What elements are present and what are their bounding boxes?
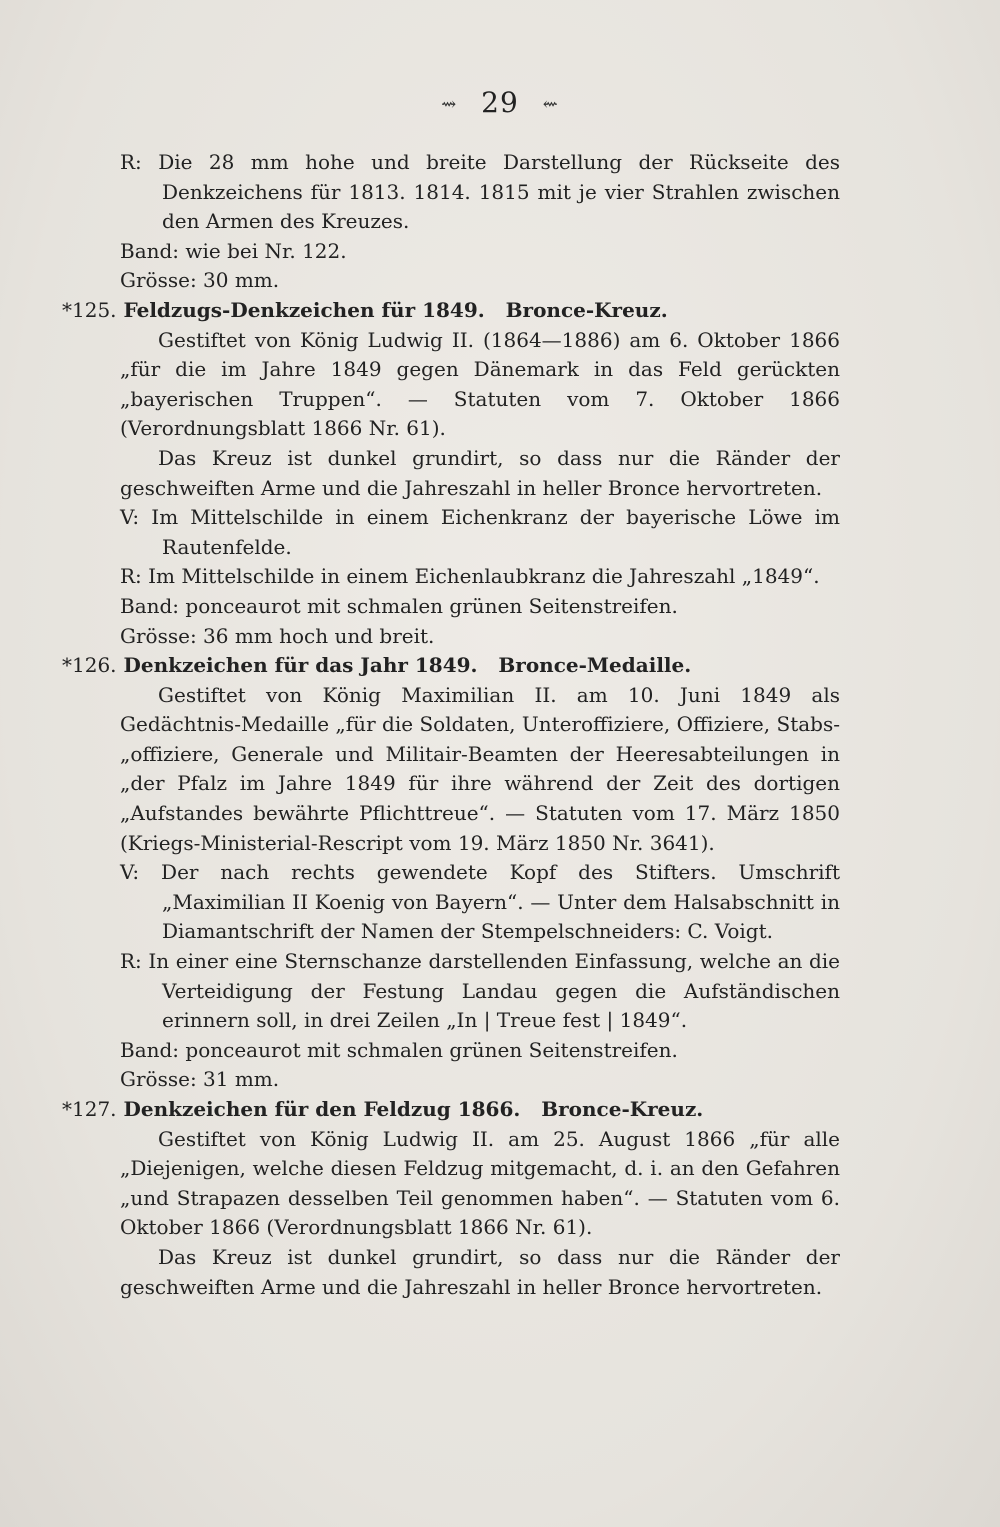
ribbon-line: Band: ponceaurot mit schmalen grünen Seitenstreifen.	[120, 593, 678, 618]
size-line: Grösse: 31 mm.	[120, 1067, 280, 1092]
entry-heading-127	[62, 1095, 840, 1125]
paragraph: Gestiftet von König Ludwig II. (1864—1886) am 6. Oktober 1866 „für die im Jahre 1849 gegen Dänemark in das Feld gerückten „bayerischen Truppen“. — Statuten vom 7. Oktober 1866 (Verordnungsblatt 1866 Nr. 61).	[120, 327, 840, 441]
page-header	[0, 86, 1000, 119]
paragraph: Das Kreuz ist dunkel grundirt, so dass nur die Ränder der geschweiften Arme und die Jahreszahl in heller Bronce hervortreten.	[120, 1244, 840, 1299]
size-line: Grösse: 36 mm hoch und breit.	[120, 623, 435, 648]
reverse-description: R: Im Mittelschilde in einem Eichenlaubkranz die Jahreszahl „1849“.	[120, 564, 820, 589]
reverse-description: R: In einer eine Sternschanze darstellenden Einfassung, welche an die Verteidigung der Festung Landau gegen die Aufständischen erinnern soll, in drei Zeilen „In | Treue fest | 1849“.	[120, 949, 840, 1033]
entry-heading-126	[62, 651, 840, 681]
ribbon-line: Band: ponceaurot mit schmalen grünen Seitenstreifen.	[120, 1037, 678, 1062]
entry-number: *125.	[62, 297, 117, 322]
ribbon-line: Band: wie bei Nr. 122.	[120, 238, 347, 263]
entry-title: Feldzugs-Denkzeichen für 1849.	[123, 297, 485, 322]
entry-number: *126.	[62, 653, 117, 678]
entry-heading-125	[62, 296, 840, 326]
page-body	[62, 148, 840, 1302]
page-number: 29	[481, 86, 519, 119]
reverse-description: R: Die 28 mm hohe und breite Darstellung der Rückseite des Denkzeichens für 1813. 1814. 1815 mit je vier Strahlen zwischen den Armen des Kreuzes.	[120, 150, 840, 234]
entry-title: Denkzeichen für das Jahr 1849.	[123, 653, 478, 678]
entry-number: *127.	[62, 1097, 117, 1121]
entry-kind: Bronce-Kreuz.	[505, 297, 668, 322]
ornament-left-icon: ⇝	[441, 94, 458, 115]
entry-kind: Bronce-Medaille.	[498, 653, 692, 678]
size-line: Grösse: 30 mm.	[120, 268, 280, 293]
obverse-description: V: Der nach rechts gewendete Kopf des Stifters. Umschrift „Maximilian II Koenig von Bayern“. — Unter dem Halsabschnitt in Diamantschrift der Namen der Stempelschneiders: C. Voigt.	[120, 860, 840, 944]
paragraph: Das Kreuz ist dunkel grundirt, so dass nur die Ränder der geschweiften Arme und die Jahreszahl in heller Bronce hervortreten.	[120, 445, 840, 500]
entry-title: Denkzeichen für den Feldzug 1866.	[123, 1097, 521, 1121]
paragraph: Gestiftet von König Maximilian II. am 10. Juni 1849 als Gedächtnis-Medaille „für die Soldaten, Unteroffiziere, Offiziere, Stabs- „offiziere, Generale und Militair-Beamten der Heeresabteilungen in „der Pfalz im Jahre 1849 für ihre während der Zeit des dortigen „Aufstandes bewährte Pflichttreue“. — Statuten vom 17. März 1850 (Kriegs-Ministerial-Rescript vom 19. März 1850 Nr. 3641).	[120, 682, 840, 855]
entry-kind: Bronce-Kreuz.	[541, 1097, 704, 1121]
paragraph: Gestiftet von König Ludwig II. am 25. August 1866 „für alle „Diejenigen, welche diesen Feldzug mitgemacht, d. i. an den Gefahren „und Strapazen desselben Teil genommen haben“. — Statuten vom 6. Oktober 1866 (Verordnungsblatt 1866 Nr. 61).	[120, 1126, 840, 1240]
ornament-right-icon: ⇜	[542, 94, 559, 115]
obverse-description: V: Im Mittelschilde in einem Eichenkranz der bayerische Löwe im Rautenfelde.	[120, 505, 840, 559]
